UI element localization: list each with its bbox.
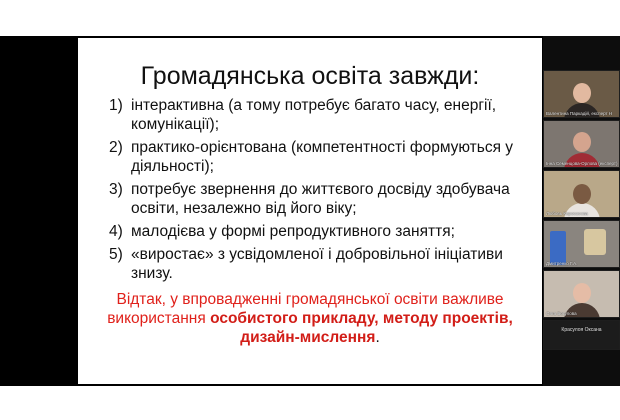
list-item-text: потребує звернення до життєвого досвіду здобувача освіти, незалежно від його віку;: [131, 181, 510, 217]
participant-name: Дмитренко Г.А.: [546, 261, 578, 266]
participant-face: [584, 229, 606, 255]
participant-name: Валентина Паркадій, експерт Н: [546, 111, 613, 116]
list-item: [109, 96, 529, 134]
list-item-number: 5): [109, 246, 123, 263]
slide-conclusion: [98, 290, 522, 347]
participant-face: [573, 184, 591, 204]
participant-tile[interactable]: [543, 170, 620, 218]
participant-tile[interactable]: [543, 120, 620, 168]
list-item-text: малодієва у формі репродуктивного заняття;: [131, 223, 455, 240]
participant-name: Олга Богулова: [546, 311, 577, 316]
participant-name: Красулоя Оксана: [561, 327, 602, 333]
participants-panel: [543, 36, 620, 386]
participant-name: Любовь Каросасова: [546, 211, 588, 216]
participant-face: [573, 283, 591, 303]
conclusion-end: .: [375, 329, 380, 346]
participant-tile[interactable]: [543, 70, 620, 118]
list-item-number: 1): [109, 97, 123, 114]
list-item: [109, 180, 529, 218]
list-item-number: 3): [109, 181, 123, 198]
list-item-text: «виростає» з усвідомленої і добровільної ініціативи знизу.: [131, 246, 503, 282]
list-item: [109, 222, 529, 241]
list-item-text: практико-орієнтована (компетентності формуються у діяльності);: [131, 139, 514, 175]
conclusion-intro: Відтак, у впровадженні громадянської освіти важливе використання: [107, 291, 504, 327]
list-item-number: 2): [109, 139, 123, 156]
list-item: [109, 245, 529, 283]
participant-tile[interactable]: [543, 320, 620, 350]
participant-video: [550, 231, 566, 265]
slide-list: [109, 96, 529, 287]
participant-name: Інна Семенцова-Орлова (експерт): [546, 161, 618, 166]
list-item-text: інтерактивна (а тому потребує багато часу, енергії, комунікації);: [131, 97, 497, 133]
list-item-number: 4): [109, 223, 123, 240]
participant-face: [573, 132, 591, 152]
slide-title: Громадянська освіта завжди:: [140, 62, 480, 90]
participant-face: [573, 83, 591, 103]
participant-tile[interactable]: [543, 220, 620, 268]
list-item: [109, 138, 529, 176]
conclusion-highlight: особистого прикладу, методу проектів, дизайн-мислення: [210, 310, 513, 346]
participant-tile[interactable]: [543, 270, 620, 318]
presentation-slide: [78, 38, 542, 384]
